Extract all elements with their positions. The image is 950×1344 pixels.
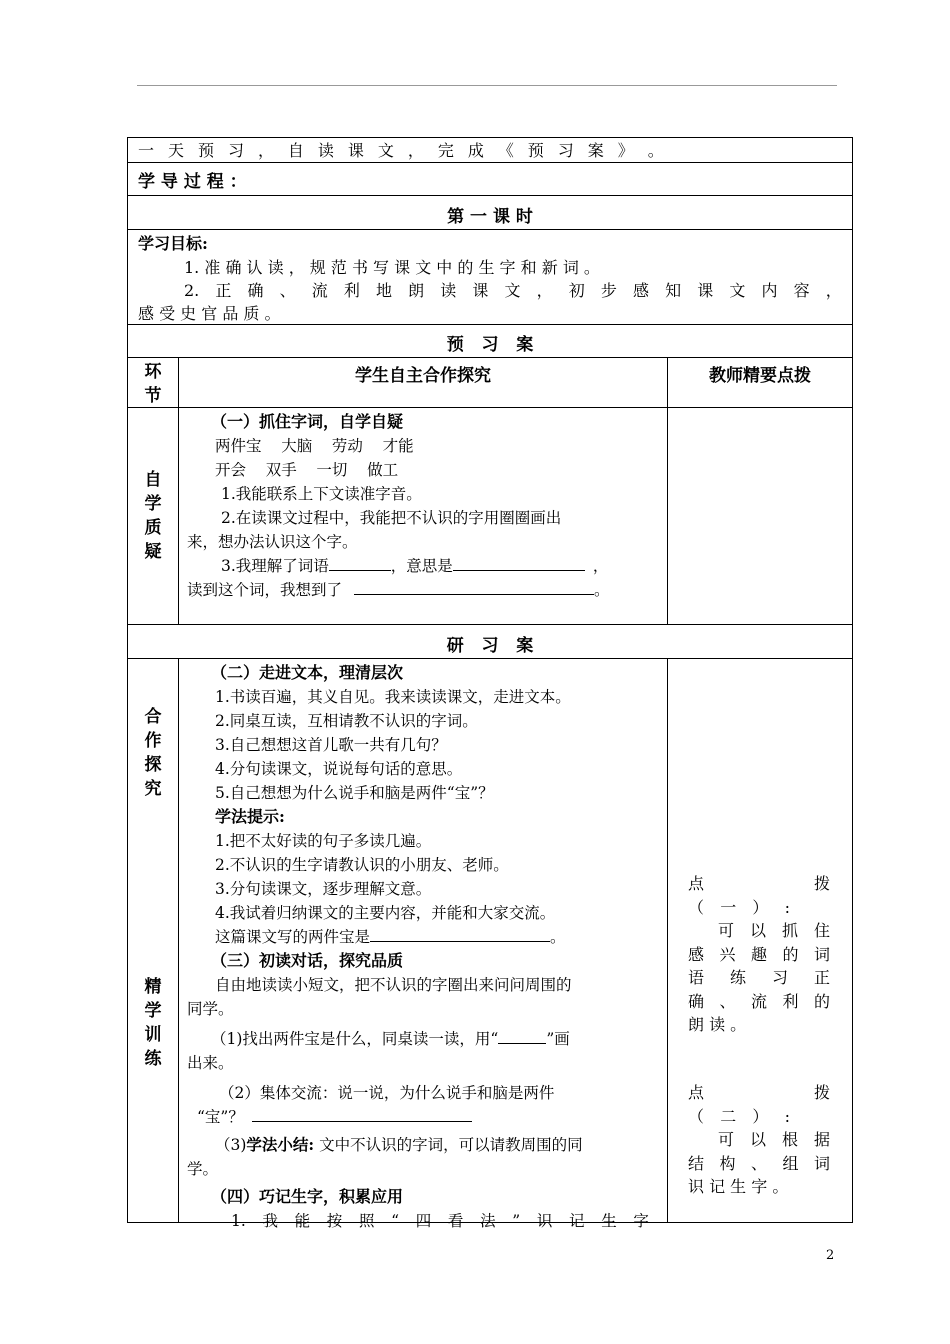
last-line-char-4: 照: [358, 1212, 375, 1230]
self-study-label: [128, 408, 179, 624]
goals-row: [128, 230, 852, 325]
goal2-char-1: 正: [215, 281, 232, 300]
tip-3: 3.分句读课文，逐步理解文意。: [215, 880, 432, 898]
coop-p2a: [187, 1027, 659, 1051]
intro-char-11: 成: [467, 141, 484, 160]
intro-char-12: 《: [497, 141, 514, 160]
last-line-char-8: 法: [480, 1212, 496, 1230]
intro-char-3: 习: [227, 141, 244, 160]
preview-title-row: [128, 325, 852, 358]
note1-char: 一: [720, 897, 737, 917]
goal2-char-12: 初: [568, 281, 585, 300]
note2-char: 二: [720, 1106, 737, 1126]
coop-p2b: 出来。: [187, 1054, 234, 1072]
goal2-char-13: 步: [600, 281, 617, 300]
note1-char: ）: [752, 897, 769, 917]
note1-line-1: [688, 896, 830, 920]
header-teacher: 教师精要点拨: [709, 366, 811, 386]
note1-char: 流: [750, 991, 767, 1011]
goal2-char-10: 文: [504, 281, 521, 300]
goal2-char-11: ，: [536, 281, 553, 300]
self-label-char-2: 质: [144, 518, 162, 538]
note1-char: 的: [813, 991, 830, 1011]
goal2-char-2: 确: [247, 281, 264, 300]
q3b-blank[interactable]: [354, 580, 594, 595]
coop-s1: 1.书读百遍，其义自见。我来读读课文，走进文本。: [215, 688, 571, 706]
q3b-end: 。: [594, 581, 610, 599]
note1-char: 的: [782, 944, 799, 964]
coop-row: [128, 659, 852, 1230]
intro-char-10: 完: [437, 141, 454, 160]
coop-p1b: 同学。: [187, 1000, 234, 1018]
goal2-char-17: 文: [729, 281, 746, 300]
tip-1: 1.把不太好读的句子多读几遍。: [215, 832, 432, 850]
research-title: 研 习 案: [446, 636, 534, 656]
coop-label-cell: [128, 659, 179, 1222]
goal2-char-18: 内: [761, 281, 778, 300]
note1-char: 、: [719, 991, 736, 1011]
intro-char-17: 。: [647, 141, 664, 160]
note1-char: 正: [813, 968, 830, 987]
coop-heading-2: （二）走进文本，理清层次: [211, 663, 404, 682]
tip-2: 2.不认识的生字请教认识的小朋友、老师。: [215, 856, 509, 874]
note2-line-2: [688, 1128, 830, 1152]
self-label-char-0: 自: [144, 470, 162, 490]
goal2-char-4: 流: [311, 281, 328, 300]
practice-label: [128, 975, 178, 1071]
note1-line-0: [688, 872, 830, 896]
goal2-char-19: 容: [793, 281, 810, 300]
self-study-heading: （一）抓住字词，自学自疑: [211, 412, 404, 431]
last-line-char-1: 我: [262, 1212, 278, 1230]
header-stage: [128, 358, 179, 407]
note1-char: 确: [688, 991, 705, 1011]
self-label-char-1: 学: [144, 494, 162, 514]
tip5-end: 。: [550, 928, 566, 946]
header-rule: [137, 85, 837, 86]
intro-char-9: ，: [407, 141, 424, 160]
header-row: [128, 358, 852, 408]
p4a-bold: 学法小结:: [246, 1135, 315, 1154]
self-q2a: 2.在读课文过程中，我能把不认识的字用圈圈画出: [221, 509, 562, 527]
lesson-plan-table: [127, 137, 853, 1230]
page-number: 2: [826, 1248, 835, 1263]
note1-char: 趣: [750, 944, 767, 964]
intro-char-14: 习: [557, 141, 574, 160]
word-list-2: 开会 双手 一切 做工: [215, 461, 399, 479]
note1-char: 点: [688, 874, 705, 893]
p4a-prefix: （3): [215, 1136, 247, 1154]
self-q2b: 来，想办法认识这个字。: [187, 533, 358, 551]
note1-char: 词: [813, 944, 830, 964]
note1-char: 利: [782, 991, 799, 1011]
note1-line-4: [688, 966, 830, 990]
coop-label-char-3: 究: [144, 779, 162, 799]
intro-char-16: 》: [617, 141, 634, 160]
header-stage-char-1: 节: [144, 386, 162, 406]
intro-char-15: 案: [587, 141, 604, 160]
intro-line: [128, 138, 852, 162]
tips-heading: 学法提示:: [215, 807, 285, 826]
intro-char-7: 课: [347, 141, 364, 160]
coop-p3a: （2）集体交流：说一说，为什么说手和脑是两件: [219, 1084, 555, 1102]
intro-char-0: 一: [138, 141, 155, 160]
note1-line-5: [688, 990, 830, 1014]
note1-line-3: [688, 943, 830, 967]
goal2-char-0: 2.: [184, 281, 200, 300]
q3-end: ，: [592, 557, 609, 575]
note1-line-6: 朗 读 。: [688, 1015, 747, 1034]
note2-char: 构: [719, 1153, 736, 1173]
note-2: [688, 1081, 830, 1199]
coop-heading-3: （三）初读对话，探究品质: [211, 951, 404, 970]
note-1: [688, 872, 830, 1037]
note2-char: 结: [688, 1153, 705, 1173]
word-list-1: 两件宝 大脑 劳动 才能: [215, 437, 414, 455]
coop-notes-cell: [668, 659, 852, 1222]
goal2-char-8: 读: [440, 281, 457, 300]
note2-char: :: [784, 1106, 790, 1126]
coop-s2: 2.同桌互读，互相请教不认识的字词。: [215, 712, 478, 730]
intro-row: [128, 138, 852, 163]
intro-char-5: 自: [287, 141, 304, 160]
goal2-char-20: ，: [825, 281, 842, 300]
note1-char: （: [688, 897, 705, 917]
note2-line-3: [688, 1152, 830, 1176]
research-title-row: [128, 625, 852, 659]
note2-char: 可: [718, 1130, 735, 1149]
q3-mid: ，意思是: [390, 557, 453, 575]
header-stage-char-0: 环: [144, 362, 162, 382]
self-study-notes: [668, 408, 852, 624]
self-study-row: [128, 408, 852, 625]
practice-label-char-3: 练: [144, 1049, 162, 1069]
header-student: 学生自主合作探究: [179, 358, 668, 407]
q3-word-blank[interactable]: [329, 556, 391, 571]
process-label: 学 导 过 程 ：: [138, 172, 247, 192]
note2-char: 词: [813, 1153, 830, 1173]
last-line-char-10: 识: [536, 1212, 553, 1230]
last-line-char-0: 1.: [231, 1212, 246, 1230]
p3b-blank[interactable]: [252, 1107, 472, 1122]
goal2-char-6: 地: [376, 281, 393, 300]
note1-char: 住: [813, 921, 830, 940]
practice-label-char-0: 精: [144, 977, 162, 997]
q3b-prefix: 读到这个词，我想到了: [187, 581, 343, 599]
coop-s3: 3.自己想想这首儿歌一共有几句？: [215, 736, 447, 754]
self-q3b: [187, 578, 659, 602]
note1-char: 兴: [719, 944, 736, 964]
coop-label-char-1: 作: [144, 731, 162, 751]
goal2-char-15: 知: [665, 281, 682, 300]
intro-char-8: 文: [377, 141, 394, 160]
note1-char: 可: [718, 921, 735, 940]
note1-char: 语: [688, 968, 705, 987]
note1-line-2: [688, 919, 830, 943]
self-label-char-3: 疑: [144, 542, 162, 562]
goal2-char-16: 课: [697, 281, 714, 300]
note2-char: （: [688, 1106, 705, 1126]
p2a-blank[interactable]: [498, 1029, 546, 1044]
goal2-char-7: 朗: [408, 281, 425, 300]
last-line-char-3: 按: [326, 1212, 343, 1230]
coop-s4: 4.分句读课文，说说每句话的意思。: [215, 760, 463, 778]
note1-char: 练: [729, 968, 746, 987]
note1-char: 习: [771, 968, 788, 987]
p3b-text: “宝”？: [197, 1108, 244, 1126]
preview-title: 预 习 案: [446, 335, 534, 355]
note1-char: 拨: [813, 874, 830, 893]
coop-p1a: 自由地读读小短文，把不认识的字圈出来问问周围的: [215, 976, 572, 994]
note1-char: :: [784, 897, 790, 917]
note2-char: 以: [749, 1130, 766, 1149]
last-line-char-6: 四: [415, 1212, 432, 1230]
note2-line-1: [688, 1105, 830, 1129]
coop-last-line: [187, 1209, 659, 1233]
process-row: [128, 163, 852, 196]
p4a-rest: 文中不认识的字词，可以请教周围的同: [314, 1136, 583, 1154]
note2-char: 根: [781, 1130, 798, 1149]
last-line-char-2: 能: [294, 1212, 311, 1230]
coop-heading-4: （四）巧记生字，积累应用: [211, 1187, 404, 1206]
intro-char-4: ，: [257, 141, 274, 160]
goal2-char-9: 课: [472, 281, 489, 300]
self-q1: 1.我能联系上下文读准字音。: [221, 485, 422, 503]
note2-char: 点: [688, 1083, 705, 1102]
intro-char-6: 读: [317, 141, 334, 160]
note2-char: 据: [813, 1130, 830, 1149]
tip-4: 4.我试着归纳课文的主要内容，并能和大家交流。: [215, 904, 556, 922]
tip5-blank[interactable]: [370, 927, 550, 942]
tip5-prefix: 这篇课文写的两件宝是: [215, 928, 371, 946]
coop-s5: 5.自己想想为什么说手和脑是两件“宝”？: [215, 784, 494, 802]
coop-p4a: [187, 1133, 659, 1157]
coop-label-char-0: 合: [144, 707, 162, 727]
q3-prefix: 3.我理解了词语: [221, 557, 329, 575]
coop-label: [128, 705, 178, 801]
goals-heading: 学习目标:: [138, 234, 208, 253]
note2-line-0: [688, 1081, 830, 1105]
last-line-char-9: ”: [512, 1212, 521, 1230]
goal-item-2-cont: 感 受 史 官 品 质 。: [138, 304, 281, 323]
lesson-title-row: [128, 196, 852, 230]
tip-5: [187, 925, 659, 949]
intro-char-13: 预: [527, 141, 544, 160]
coop-p4b: 学。: [187, 1160, 219, 1178]
p2a-prefix: （1)找出两件宝是什么，同桌读一读，用“: [211, 1030, 499, 1048]
last-line-char-13: 字: [633, 1212, 649, 1230]
last-line-char-11: 记: [569, 1212, 585, 1230]
p2a-end: ”画: [546, 1030, 570, 1048]
q3-meaning-blank[interactable]: [453, 556, 585, 571]
last-line-char-7: 看: [447, 1212, 464, 1230]
intro-char-1: 天: [167, 141, 184, 160]
note1-char: 以: [749, 921, 766, 940]
goal-item-2: [138, 279, 842, 302]
self-q3a: [187, 554, 659, 578]
coop-label-char-2: 探: [144, 755, 162, 775]
intro-char-2: 预: [197, 141, 214, 160]
goal2-char-5: 利: [343, 281, 360, 300]
note2-line-4: 识 记 生 字 。: [688, 1177, 789, 1196]
last-line-char-5: “: [391, 1212, 400, 1230]
goal-item-1: 1. 准 确 认 读 ， 规 范 书 写 课 文 中 的 生 字 和 新 词 。: [184, 258, 600, 277]
practice-label-char-2: 训: [144, 1025, 162, 1045]
note2-char: 组: [782, 1153, 799, 1173]
goal2-char-3: 、: [279, 281, 296, 300]
note2-char: 拨: [813, 1083, 830, 1102]
practice-label-char-1: 学: [144, 1001, 162, 1021]
coop-p3b: [187, 1105, 659, 1129]
note1-char: 抓: [781, 921, 798, 940]
note1-char: 感: [688, 944, 705, 964]
note2-char: 、: [750, 1153, 767, 1173]
lesson-title: 第 一 课 时: [447, 207, 533, 227]
note2-char: ）: [752, 1106, 769, 1126]
last-line-char-12: 生: [601, 1212, 617, 1230]
goal2-char-14: 感: [633, 281, 650, 300]
